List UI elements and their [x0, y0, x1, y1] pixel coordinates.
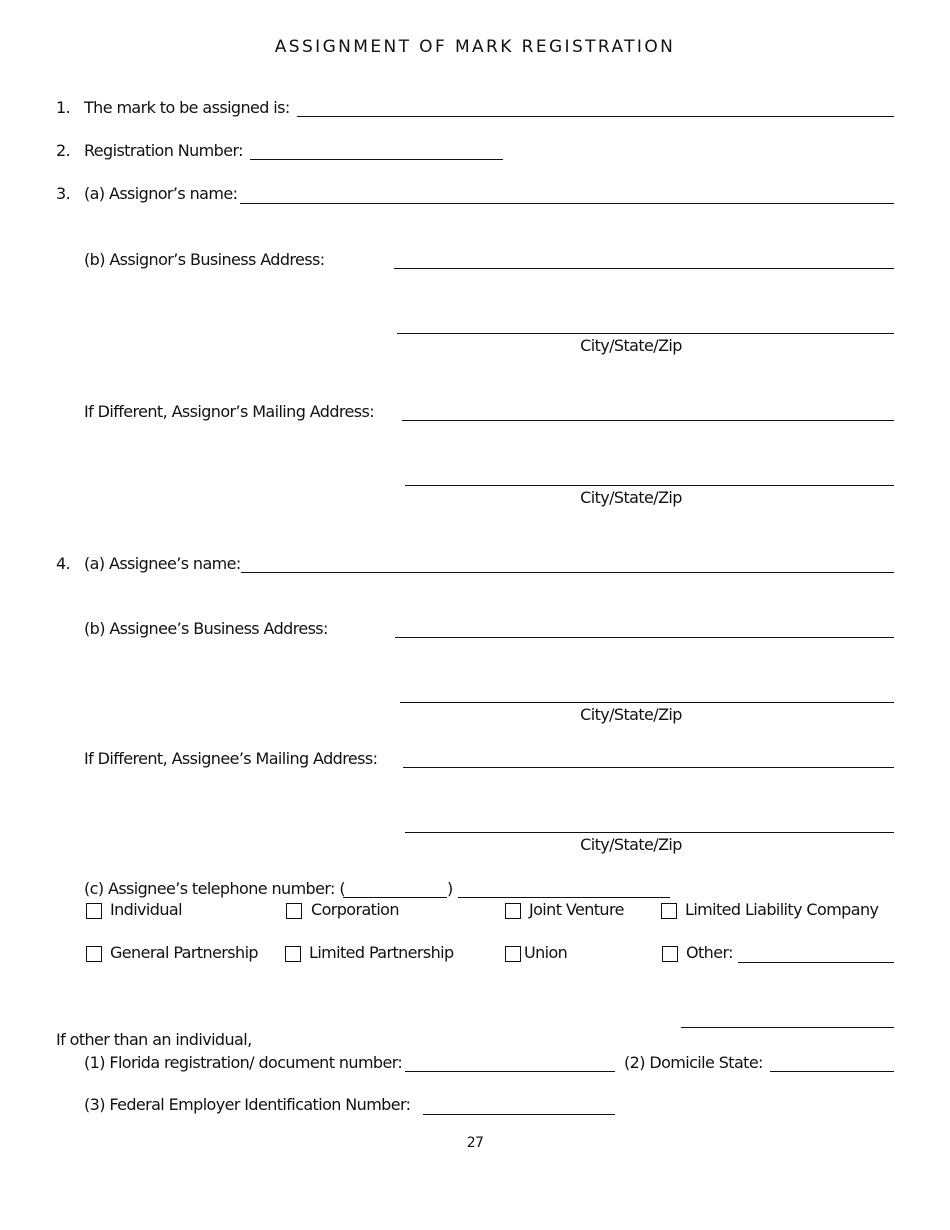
- assignee-mailing-city-field[interactable]: [405, 832, 894, 833]
- assignor-mailing-label: If Different, Assignor’s Mailing Address:: [84, 402, 375, 421]
- area-code-field[interactable]: [343, 897, 447, 898]
- city-state-zip-caption: City/State/Zip: [580, 705, 682, 724]
- assignee-name-field[interactable]: [241, 572, 894, 573]
- union-label: Union: [524, 943, 568, 962]
- assignor-name-label: (a) Assignor’s name:: [84, 184, 238, 203]
- assignor-business-field[interactable]: [394, 268, 894, 269]
- florida-registration-field[interactable]: [405, 1071, 615, 1072]
- item-number-2: 2.: [56, 141, 71, 160]
- llc-label: Limited Liability Company: [685, 900, 879, 919]
- llc-checkbox[interactable]: [661, 903, 677, 919]
- assignor-name-field[interactable]: [240, 203, 894, 204]
- assignee-business-label: (b) Assignee’s Business Address:: [84, 619, 328, 638]
- page-number: 27: [466, 1135, 484, 1151]
- page-title: ASSIGNMENT OF MARK REGISTRATION: [274, 37, 676, 57]
- union-checkbox[interactable]: [505, 946, 521, 962]
- limited-partnership-checkbox[interactable]: [285, 946, 301, 962]
- item-number-3: 3.: [56, 184, 71, 203]
- assignor-business-label: (b) Assignor’s Business Address:: [84, 250, 325, 269]
- telephone-field[interactable]: [458, 897, 670, 898]
- assignor-mailing-field[interactable]: [402, 420, 894, 421]
- item-number-4: 4.: [56, 554, 71, 573]
- joint-venture-label: Joint Venture: [529, 900, 624, 919]
- other-than-individual-intro: If other than an individual,: [56, 1030, 252, 1049]
- assignor-mailing-city-field[interactable]: [405, 485, 894, 486]
- city-state-zip-caption: City/State/Zip: [580, 336, 682, 355]
- telephone-label: (c) Assignee’s telephone number: (: [84, 879, 345, 898]
- other-checkbox[interactable]: [662, 946, 678, 962]
- registration-label: Registration Number:: [84, 141, 243, 160]
- other-field[interactable]: [738, 962, 894, 963]
- florida-registration-label: (1) Florida registration/ document number:: [84, 1053, 403, 1072]
- item-number-1: 1.: [56, 98, 71, 117]
- general-partnership-checkbox[interactable]: [86, 946, 102, 962]
- assignee-business-field[interactable]: [395, 637, 894, 638]
- individual-checkbox[interactable]: [86, 903, 102, 919]
- domicile-state-label: (2) Domicile State:: [624, 1053, 763, 1072]
- registration-field[interactable]: [250, 159, 503, 160]
- corporation-label: Corporation: [311, 900, 399, 919]
- city-state-zip-caption: City/State/Zip: [580, 835, 682, 854]
- fein-field[interactable]: [423, 1114, 615, 1115]
- domicile-state-field[interactable]: [770, 1071, 894, 1072]
- other-extra-field[interactable]: [681, 1027, 894, 1028]
- assignee-mailing-field[interactable]: [403, 767, 894, 768]
- joint-venture-checkbox[interactable]: [505, 903, 521, 919]
- individual-label: Individual: [110, 900, 182, 919]
- city-state-zip-caption: City/State/Zip: [580, 488, 682, 507]
- limited-partnership-label: Limited Partnership: [309, 943, 454, 962]
- mark-field[interactable]: [297, 116, 894, 117]
- assignee-business-city-field[interactable]: [400, 702, 894, 703]
- general-partnership-label: General Partnership: [110, 943, 258, 962]
- mark-label: The mark to be assigned is:: [84, 98, 290, 117]
- other-label: Other:: [686, 943, 733, 962]
- assignor-business-city-field[interactable]: [397, 333, 894, 334]
- telephone-close-paren: ): [447, 879, 453, 898]
- corporation-checkbox[interactable]: [286, 903, 302, 919]
- assignee-mailing-label: If Different, Assignee’s Mailing Address:: [84, 749, 378, 768]
- fein-label: (3) Federal Employer Identification Number:: [84, 1095, 411, 1114]
- assignee-name-label: (a) Assignee’s name:: [84, 554, 241, 573]
